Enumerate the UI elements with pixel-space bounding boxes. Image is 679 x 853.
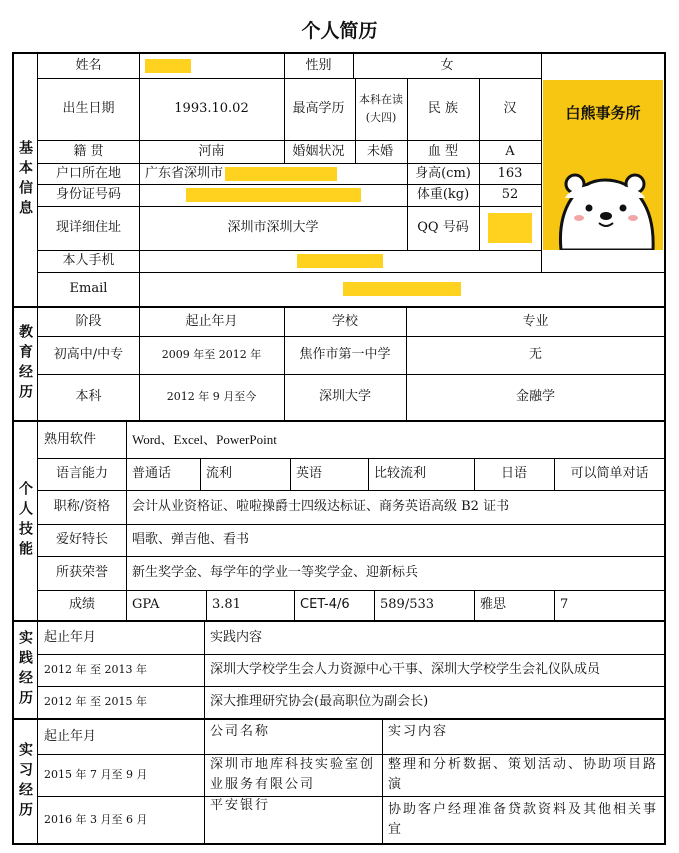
- gpa-value: 3.81: [212, 597, 241, 612]
- address-label: 现详细住址: [55, 220, 121, 235]
- id-label: 身份证号码: [55, 187, 121, 202]
- edu-row2-period: 2012 年 9 月至今: [166, 390, 257, 403]
- logo-photo: [543, 80, 663, 250]
- email-label: Email: [69, 281, 108, 296]
- ethnic-value: 汉: [503, 101, 517, 116]
- cert-value: 会计从业资格证、啦啦操爵士四级达标证、商务英语高级 B2 证书: [132, 499, 510, 514]
- native-label: 籍 贯: [73, 143, 104, 159]
- edu-row2-school: 深圳大学: [318, 389, 371, 404]
- phone-value: [139, 250, 541, 272]
- software-label: 熟用软件: [44, 432, 97, 447]
- height-label: 身高(cm): [415, 165, 471, 181]
- birth-value: 1993.10.02: [174, 101, 249, 116]
- hukou-value: [139, 163, 407, 184]
- edu-header-school: 学校: [331, 314, 358, 329]
- name-label: 姓名: [75, 58, 102, 73]
- cert-label: 职称/资格: [53, 499, 111, 514]
- hukou-text: 广东省深圳市: [145, 165, 224, 181]
- practice-row2-content: 深大推理研究协会(最高职位为副会长): [210, 694, 429, 709]
- software-value: Word、Excel、PowerPoint: [132, 432, 277, 447]
- gpa-label: GPA: [132, 597, 160, 612]
- gender-value: 女: [440, 58, 454, 73]
- birth-label: 出生日期: [62, 101, 115, 116]
- hukou-label: 户口所在地: [55, 165, 121, 181]
- ielts-label: 雅思: [480, 597, 507, 612]
- edu-header-stage: 阶段: [75, 314, 102, 329]
- bear-icon: [543, 80, 663, 250]
- lang2-level: 比较流利: [374, 466, 427, 481]
- hukou-redacted: [225, 167, 337, 181]
- score-label: 成绩: [68, 597, 95, 612]
- edu-header-major: 专业: [522, 314, 549, 329]
- honor-value: 新生奖学金、每学年的学业一等奖学金、迎新标兵: [132, 565, 419, 580]
- qq-value: [479, 206, 541, 250]
- logo-text: 白熊事务所: [565, 104, 641, 122]
- cet-value: 589/533: [380, 597, 435, 612]
- lang1-name: 普通话: [132, 466, 172, 481]
- language-label: 语言能力: [55, 466, 108, 481]
- weight-label: 体重(kg): [416, 187, 470, 202]
- intern-row1-company: 深圳市地库科技实验室创业服务有限公司: [210, 757, 376, 792]
- name-redacted: [145, 59, 191, 73]
- section-skills: 个人技能: [17, 481, 33, 561]
- marital-value: 未婚: [366, 143, 393, 159]
- section-education: 教育经历: [17, 324, 33, 404]
- edu-row1-period: 2009 年至 2012 年: [161, 348, 262, 361]
- edu-header-period: 起止年月: [185, 314, 238, 329]
- gender-label: 性别: [305, 58, 332, 73]
- weight-value: 52: [501, 187, 519, 202]
- practice-row1-period: 2012 年 至 2013 年: [44, 663, 147, 676]
- page-title: 个人简历: [301, 20, 378, 42]
- edu-row1-major: 无: [528, 347, 542, 362]
- degree-value: 本科在读(大四): [359, 93, 403, 124]
- name-value: [139, 54, 284, 78]
- section-basic-info: 基本信息: [17, 140, 33, 220]
- qq-label: QQ 号码: [417, 220, 469, 235]
- section-internship: 实习经历: [17, 742, 33, 822]
- intern-row1-period: 2015 年 7 月至 9 月: [44, 768, 148, 781]
- email-value: [139, 272, 665, 306]
- practice-header-period: 起止年月: [44, 630, 97, 645]
- edu-row1-school: 焦作市第一中学: [299, 347, 391, 362]
- email-redacted: [343, 282, 461, 296]
- phone-label: 本人手机: [62, 253, 115, 268]
- intern-row1-content: 整理和分析数据、策划活动、协助项目路演: [388, 757, 659, 792]
- practice-header-content: 实践内容: [210, 630, 263, 645]
- blood-label: 血 型: [427, 143, 459, 159]
- phone-redacted: [297, 254, 383, 268]
- marital-label: 婚姻状况: [292, 143, 345, 159]
- practice-row1-content: 深圳大学校学生会人力资源中心干事、深圳大学校学生会礼仪队成员: [210, 662, 601, 677]
- edu-row2-major: 金融学: [515, 389, 555, 404]
- blood-value: A: [505, 143, 515, 159]
- degree-label: 最高学历: [292, 101, 345, 116]
- hobby-value: 唱歌、弹吉他、看书: [132, 532, 250, 547]
- native-value: 河南: [198, 143, 225, 159]
- lang2-name: 英语: [296, 466, 323, 481]
- qq-redacted: [488, 213, 532, 243]
- edu-row1-stage: 初高中/中专: [53, 347, 124, 362]
- id-redacted: [186, 188, 361, 202]
- id-value: [139, 184, 407, 206]
- intern-header-period: 起止年月: [44, 729, 97, 744]
- honor-label: 所获荣誉: [55, 565, 108, 580]
- lang3-name: 日语: [500, 466, 527, 481]
- address-value: 深圳市深圳大学: [227, 220, 319, 235]
- intern-row2-content: 协助客户经理准备贷款资料及其他相关事宜: [388, 802, 659, 837]
- height-value: 163: [497, 165, 523, 181]
- cet-label: CET-4/6: [300, 597, 350, 612]
- ielts-value: 7: [560, 597, 569, 612]
- intern-header-company: 公司名称: [210, 724, 271, 739]
- section-practice: 实践经历: [17, 630, 33, 710]
- intern-row2-period: 2016 年 3 月至 6 月: [44, 813, 148, 826]
- intern-row2-company: 平安银行: [210, 798, 271, 813]
- lang3-level: 可以简单对话: [570, 466, 649, 481]
- lang1-level: 流利: [206, 466, 233, 481]
- intern-header-content: 实习内容: [388, 724, 449, 739]
- ethnic-label: 民 族: [427, 101, 459, 116]
- edu-row2-stage: 本科: [75, 389, 102, 404]
- hobby-label: 爱好特长: [55, 532, 108, 547]
- practice-row2-period: 2012 年 至 2015 年: [44, 695, 147, 708]
